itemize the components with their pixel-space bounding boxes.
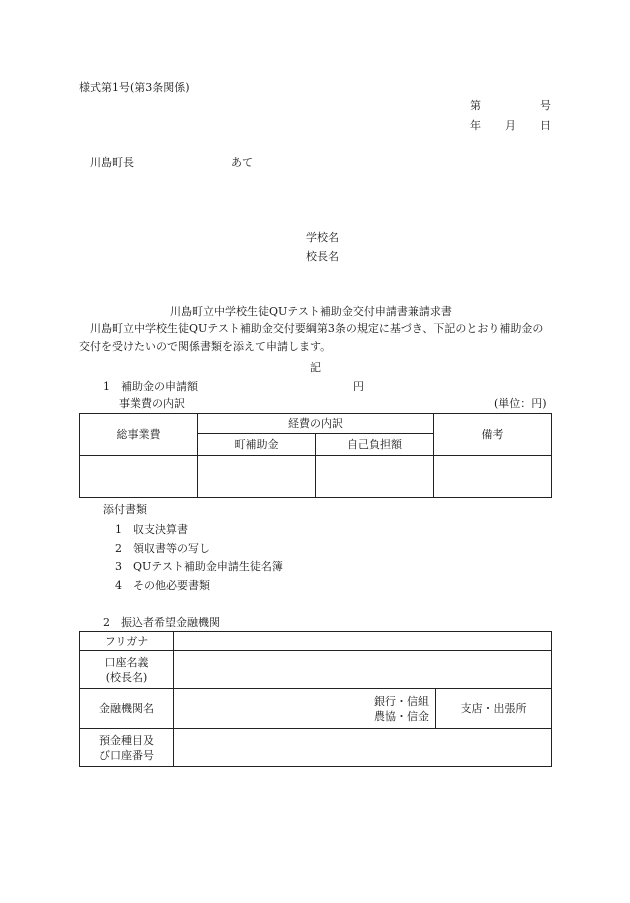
account-number-cell[interactable] xyxy=(174,729,552,767)
attachments-heading: 添付書類 xyxy=(103,503,147,516)
self-burden-cell[interactable] xyxy=(316,456,434,498)
remarks-cell[interactable] xyxy=(434,456,552,498)
remarks-header: 備考 xyxy=(434,414,552,456)
branch-cell: 支店・出張所 xyxy=(436,689,552,729)
furigana-cell[interactable] xyxy=(174,632,552,651)
number-prefix: 第 xyxy=(470,99,481,112)
principal-name-label: 校長名 xyxy=(306,250,339,263)
account-type-line1: 預金種目及 xyxy=(99,733,154,747)
attachment-item: 2 領収書等の写し xyxy=(115,542,210,555)
number-suffix: 号 xyxy=(540,99,551,112)
bank-type-line1: 銀行・信組 xyxy=(374,694,429,708)
document-title: 川島町立中学校生徒QUテスト補助金交付申請書兼請求書 xyxy=(170,305,452,318)
self-burden-header: 自己負担額 xyxy=(316,434,434,456)
bank-type-line2: 農協・信金 xyxy=(374,709,429,723)
total-cost-cell[interactable] xyxy=(80,456,198,498)
ki-marker: 記 xyxy=(310,361,321,374)
account-type-line2: び口座番号 xyxy=(99,748,154,762)
attachment-item: 3 QUテスト補助金申請生徒名簿 xyxy=(115,560,283,573)
account-name-label xyxy=(80,651,174,689)
account-name-cell[interactable] xyxy=(174,651,552,689)
town-subsidy-header: 町補助金 xyxy=(198,434,316,456)
school-name-label: 学校名 xyxy=(306,231,339,244)
bank-table xyxy=(79,631,552,767)
account-name-line2: (校長名) xyxy=(105,670,148,684)
yen-label: 円 xyxy=(353,380,364,393)
breakdown-header: 経費の内訳 xyxy=(198,414,434,434)
unit-label: (単位：円) xyxy=(494,397,547,410)
date-month: 月 xyxy=(505,119,516,132)
institution-label: 金融機関名 xyxy=(80,689,174,729)
section1-heading: 1 補助金の申請額 xyxy=(103,380,198,393)
furigana-label: フリガナ xyxy=(80,632,174,651)
date-year: 年 xyxy=(470,119,481,132)
total-cost-header: 総事業費 xyxy=(80,414,198,456)
section2-heading: 2 振込者希望金融機関 xyxy=(103,616,220,629)
breakdown-label: 事業費の内訳 xyxy=(119,397,185,410)
date-day: 日 xyxy=(540,119,551,132)
body-text: 川島町立中学校生徒QUテスト補助金交付要綱第3条の規定に基づき、下記のとおり補助金の交付を受けたいので関係書類を添えて申請します。 xyxy=(79,322,544,353)
institution-cell[interactable] xyxy=(174,689,436,729)
addressee-name: 川島町長 xyxy=(90,156,134,169)
account-name-line1: 口座名義 xyxy=(104,655,149,669)
cost-table xyxy=(79,413,552,498)
town-subsidy-cell[interactable] xyxy=(198,456,316,498)
attachment-item: 4 その他必要書類 xyxy=(115,579,210,592)
addressee-suffix: あて xyxy=(231,156,253,169)
account-type-label xyxy=(80,729,174,767)
attachment-item: 1 収支決算書 xyxy=(115,523,188,536)
form-number: 様式第1号(第3条関係) xyxy=(79,81,190,94)
